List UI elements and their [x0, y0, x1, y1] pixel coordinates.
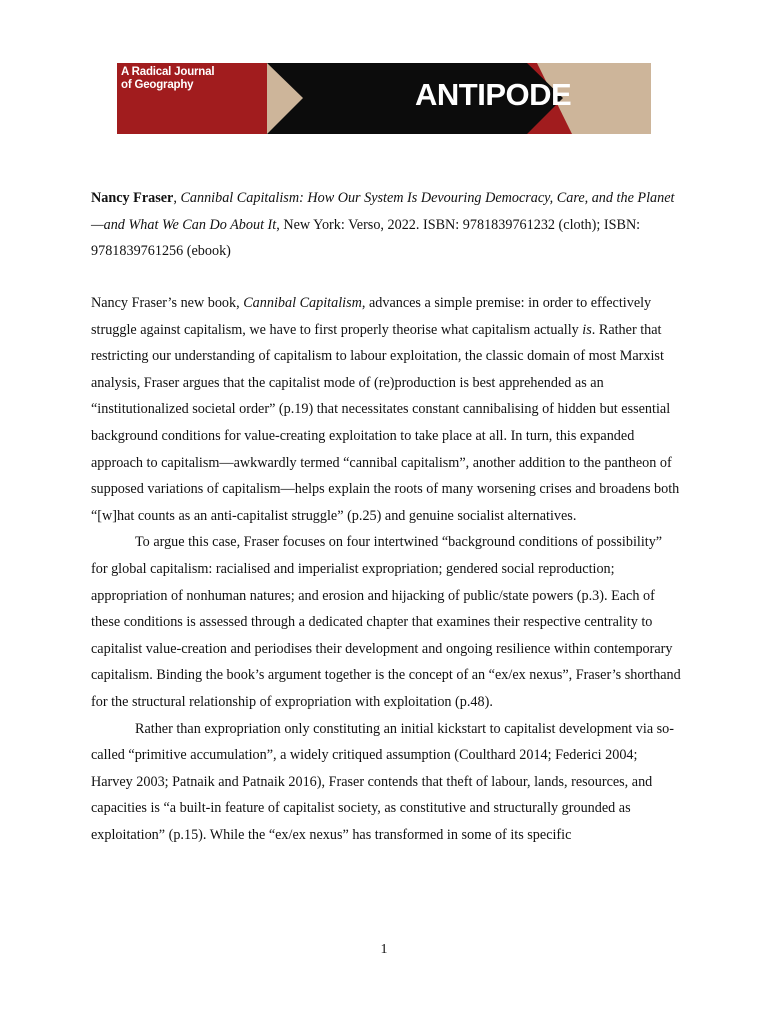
- p1-is-emphasis: is: [582, 321, 592, 338]
- citation-separator: ,: [173, 190, 181, 206]
- journal-banner: [117, 63, 651, 134]
- journal-title: ANTIPODE: [415, 77, 572, 112]
- citation-author: Nancy Fraser: [91, 190, 174, 206]
- tagline-line1: A Radical Journal: [121, 66, 215, 78]
- p1-text-a: Nancy Fraser’s new book,: [91, 295, 244, 311]
- p1-text-b: , advances a simple premise: in order to effectively struggle against capitalism, we have to first properly theorise what capitalism actually: [91, 295, 652, 338]
- page-number: 1: [380, 942, 388, 957]
- paragraph-2: To argue this case, Fraser focuses on four intertwined “background conditions of possibility” for global capitalism: racialised and imperialist expropriation; gendered social reproduction; appropriation of nonhuman natures; and erosion and hijacking of public/state powers (p.3). Each of these conditions is assessed through a dedicated chapter that examines their respective centrality to capitalist value-creation and periodises their development and ongoing resilience within contemporary capitalism. Binding the book’s argument together is the concept of an “ex/ex nexus”, Fraser’s shorthand for the structural relationship of expropriation with exploitation (p.48).: [91, 534, 681, 710]
- paragraph-3: Rather than expropriation only constituting an initial kickstart to capitalist development via so-called “primitive accumulation”, a widely critiqued assumption (Coulthard 2014; Federici 2004; Harvey 2003; Patnaik and Patnaik 2016), Fraser contends that theft of labour, lands, resources, and capacities is “a built-in feature of capitalist society, as constitutive and structurally grounded as exploitation” (p.15). While the “ex/ex nexus” has transformed in some of its specific: [91, 720, 675, 843]
- paragraph-1: [91, 290, 681, 529]
- citation-details: , New York: Verso, 2022. ISBN: 9781839761232 (cloth); ISBN: 9781839761256 (ebook): [91, 216, 641, 260]
- tagline-line2: of Geography: [121, 79, 194, 91]
- book-citation: [91, 185, 681, 265]
- journal-tagline: [121, 66, 214, 92]
- p1-text-c: . Rather that restricting our understanding of capitalism to labour exploitation, the classic domain of most Marxist analysis, Fraser argues that the capitalist mode of (re)production is best apprehended as an “institutionalized societal order” (p.19) that necessitates constant cannibalising of hidden but essential background conditions for value-creating exploitation to take place at all. In turn, this expanded approach to capitalism—awkwardly termed “cannibal capitalism”, another addition to the pantheon of supposed variations of capitalism—helps explain the roots of many worsening crises and broadens both “[w]hat counts as an anti-capitalist struggle” (p.25) and genuine socialist alternatives.: [91, 321, 680, 524]
- review-body: [91, 290, 681, 848]
- citation-book-title: Cannibal Capitalism: How Our System Is Devouring Democracy, Care, and the Planet—and What We Can Do About It: [91, 190, 675, 233]
- p1-book-title: Cannibal Capitalism: [243, 295, 362, 311]
